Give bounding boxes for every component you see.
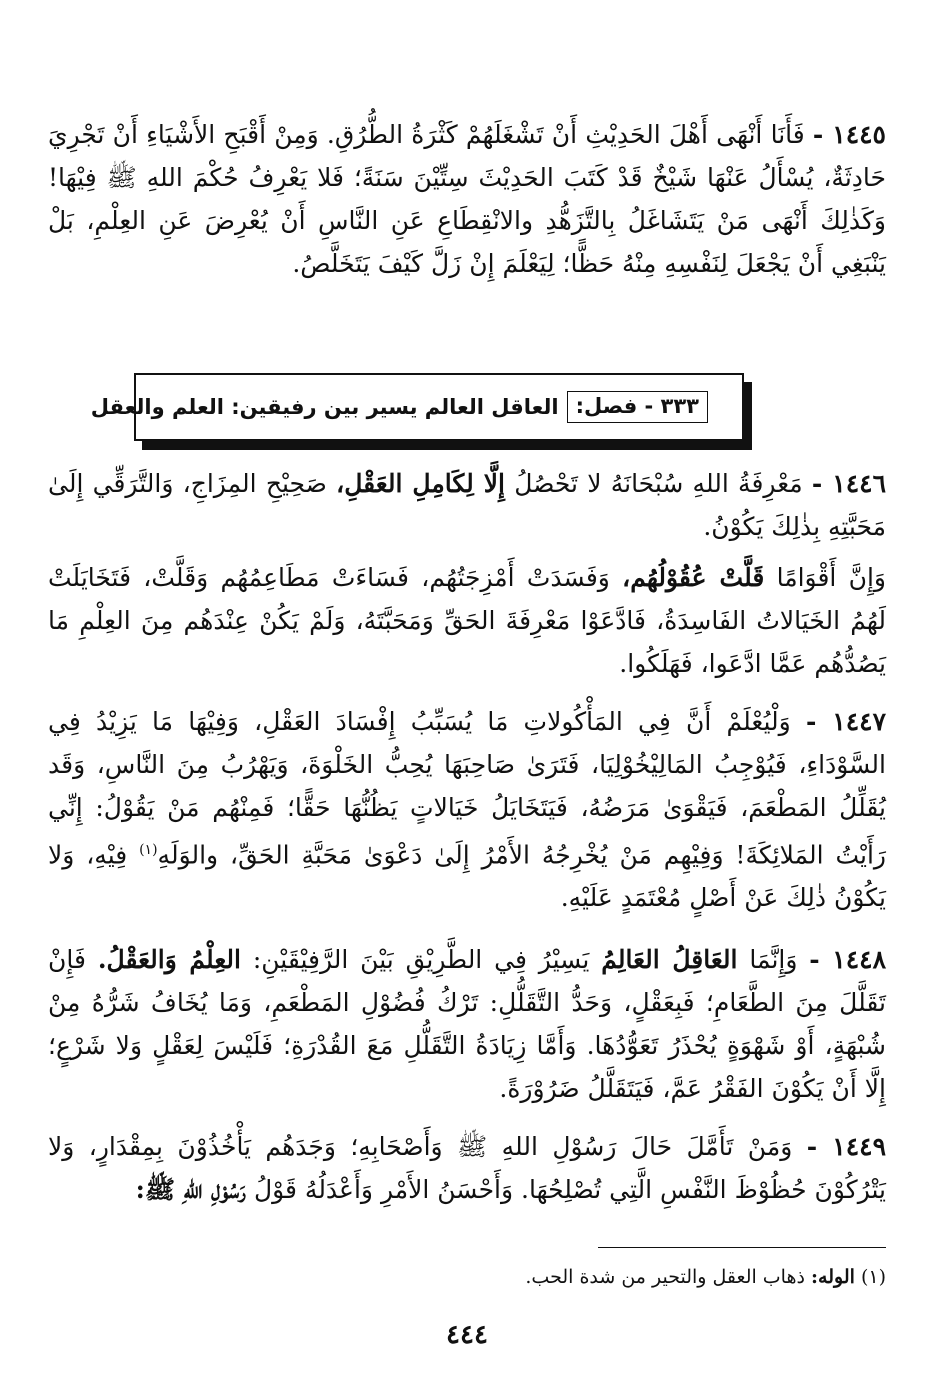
paragraph-number: ١٤٤٨ - [809,945,887,974]
paragraph-text: فَأَنَا أَنْهَى أَهْلَ الحَدِيْثِ أَنْ تَشْغَلَهُمْ كَثْرَةُ الطُّرُقِ. وَمِنْ أَقْبَحِ الأَشْيَاءِ أَنْ تَجْرِيَ حَادِثَةٌ، يُسْأَلُ عَنْهَا شَيْخٌ قَدْ كَتَبَ الحَدِيْثَ سِتِّيْنَ سَنَةً؛ فَلا يَعْرِفُ حُكْمَ اللهِ ﷺ فِيْهَا! وَكَذٰلِكَ أَنْهَى مَنْ يَتَشَاغَلُ بِالتَّزَهُّدِ والانْقِطَاعِ عَنِ النَّاسِ أَنْ يُعْرِضَ عَنِ العِلْمِ، بَلْ يَنْبَغِي أَنْ يَجْعَلَ لِنَفْسِهِ مِنْهُ حَظًّا؛ لِيَعْلَمَ إِنْ زَلَّ كَيْفَ يَتَخَلَّصُ. [48,120,886,278]
paragraph-text-post: فَإِنْ تَقَلَّلَ مِنَ الطَّعَامِ؛ فَبِعَقْلٍ، وَحَدُّ التَّقَلُّلِ: تَرْكُ فُضُوْلِ المَطْعَمِ، وَمَا يُخَافُ شَرُّهُ مِنْ شُبْهَةٍ، أَوْ شَهْوَةٍ يُحْذَرُ تَعَوُّدُهَا. وَأَمَّا زِيَادَةُ التَّقَلُّلِ مَعَ القُدْرَةِ؛ فَلَيْسَ لِعَقْلٍ وَلا شَرْعٍ؛ إِلَّا أَنْ يَكُوْنَ الفَقْرُ عَمَّ، فَيَتَقَلَّلُ ضَرُوْرَةً. [48,945,886,1103]
paragraph-text-pre: وَإِنَّ أَقْوَامًا [776,563,886,592]
paragraph-text-bold: قَلَّتْ عُقُوْلُهُم، [622,563,765,592]
paragraph-1448 [48,938,886,1110]
paragraph-1446 [48,462,886,548]
section-title: العاقل العالم يسير بين رفيقين: العلم والعقل [90,395,559,419]
paragraph-text-bold: العِلْمُ وَالعَقْلُ. [97,945,241,974]
paragraph-number: ١٤٤٧ - [805,707,886,736]
paragraph-text-bold: رَسُوْلِ اللهِ ﷺ: [135,1175,246,1204]
paragraph-text-post: وَفَسَدَتْ أَمْزِجَتُهُم، فَسَاءَتْ مَطَاعِمُهُم وَقَلَّتْ، فَتَخَايَلَتْ لَهُمُ الخَيَالاتُ الفَاسِدَةُ، فَادَّعَوْا مَعْرِفَةَ الحَقِّ وَمَحَبَّتَهُ، وَلَمْ يَكُنْ عِنْدَهُم مِنَ العِلْمِ مَا يَصُدُّهُم عَمَّا ادَّعَوا، فَهَلَكُوا. [48,563,886,678]
footnote-marker: (١) [860,1266,886,1288]
paragraph-number: ١٤٤٩ - [806,1132,886,1161]
section-number-label: ٣٣٣ - فصل: [567,391,708,423]
paragraph-1447 [48,700,886,919]
paragraph-1446-continued [48,556,886,685]
footnote-text: ذهاب العقل والتحير من شدة الحب. [525,1266,805,1288]
footnote-divider [598,1247,886,1248]
paragraph-number: ١٤٤٥ - [812,120,886,149]
page-number: ٤٤٤ [446,1320,488,1350]
footnote-term: الوله: [811,1266,855,1288]
paragraph-text-bold: إِلَّا لِكَامِلِ العَقْلِ، [336,469,505,498]
paragraph-1445 [48,113,886,285]
paragraph-text-bold: العَاقِلُ العَالِمُ [601,945,738,974]
paragraph-text-pre: وَمَنْ تَأَمَّلَ حَالَ رَسُوْلِ اللهِ ﷺ وَأَصْحَابِهِ؛ وَجَدَهُم يَأْخُذُوْنَ بِمِقْدَارٍ، وَلا يَتْرُكُوْنَ حُظُوْظَ النَّفْسِ الَّتِي تُصْلِحُهَا. وَأَحْسَنُ الأَمْرِ وَأَعْدَلُهُ قَوْلُ [48,1132,886,1204]
section-heading-box [90,373,744,441]
paragraph-text-post: صَحِيْحِ المِزَاجِ، وَالتَّرَقِّي إِلَىٰ مَحَبَّتِهِ بِذٰلِكَ يَكُوْنُ. [48,469,886,541]
footnote [48,1262,886,1292]
footnote-reference: (١) [139,842,158,858]
paragraph-text-pre: وَإِنَّمَا [749,945,798,974]
paragraph-text-pre: وَلْيُعْلَمْ أَنَّ فِي المَأْكُولاتِ مَا يُسَبِّبُ إِفْسَادَ العَقْلِ، وَفِيْهَا مَا يَزِيْدُ فِي السَّوْدَاءِ، فَيُوْجِبُ المَالِيْخُوْلِيَا، فَتَرَىٰ صَاحِبَهَا يُحِبُّ الخَلْوَةَ، وَيَهْرُبُ مِنَ النَّاسِ، وَقَد يُقَلِّلُ المَطْعَمَ، فَيَقْوَىٰ مَرَضُهُ، فَيَتَخَايَلُ خَيَالاتٍ يَظُنُّهَا حَقًّا؛ فَمِنْهُم مَنْ يَقُوْلُ: إِنِّي رَأَيْتُ المَلائِكَةَ! وَفِيْهِم مَنْ يُخْرِجُهُ الأَمْرُ إِلَىٰ دَعْوَىٰ مَحَبَّةِ الحَقِّ، والوَلَهِ [48,707,886,870]
paragraph-number: ١٤٤٦ - [811,469,886,498]
paragraph-text-post: فِيْهِ، وَلا يَكُوْنُ ذٰلِكَ عَنْ أَصْلٍ مُعْتَمَدٍ عَلَيْهِ. [48,840,886,913]
paragraph-1449 [48,1125,886,1211]
paragraph-text-mid: يَسِيْرُ فِي الطَّرِيْقِ بَيْنَ الرَّفِيْقَيْنِ: [252,945,590,974]
paragraph-text-pre: مَعْرِفَةُ اللهِ سُبْحَانَهُ لا تَحْصُلُ [514,469,803,498]
